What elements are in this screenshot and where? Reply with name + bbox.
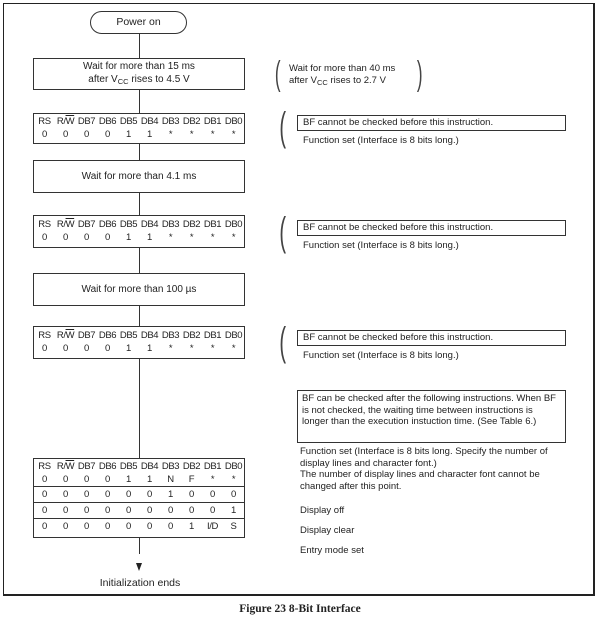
value-row: 0 0 0 0 1 1 * * * * <box>42 232 236 243</box>
final-function-set-note: Function set (Interface is 8 bits long. Specify the number of display lines and character font.) The number of display lines and character font cannot be changed after this point. <box>300 446 548 492</box>
left-paren-icon: ( <box>279 105 286 149</box>
header-row: RS $R/\overline{W}$ DB7 DB6 DB5 DB4 DB3 DB2 DB1 DB0 <box>38 461 243 472</box>
display-off-note: Display off <box>300 505 345 516</box>
arrow-down-icon <box>136 563 142 571</box>
instruction-table-1 <box>34 115 244 141</box>
function-set-note-2: Function set (Interface is 8 bits long.) <box>303 240 459 251</box>
left-paren-icon: ( <box>279 210 286 254</box>
entry-mode-set-note: Entry mode set <box>300 545 364 556</box>
bf-can-note: BF can be checked after the following instructions. When BF is not checked, the waiting time between instructions is longer than the execution instuction time. (See Table 6.) <box>297 390 566 443</box>
wait-15ms-line1: Wait for more than 15 ms <box>83 61 195 72</box>
entry-mode-set-row: 0 0 0 0 0 0 0 1 I/D S <box>34 519 244 535</box>
left-paren-icon: ( <box>279 320 286 364</box>
display-clear-row: 0 0 0 0 0 0 0 0 0 1 <box>34 503 244 519</box>
final-instruction-table <box>33 458 245 538</box>
wait-15ms-line2: after $V_{CC}$ rises to 4.5 V <box>88 74 190 86</box>
function-set-instruction-1 <box>33 113 245 144</box>
wait-40ms-note: Wait for more than 40 ms after $V_{CC}$ rises to 2.7 V <box>289 63 396 87</box>
value-row: 0 0 0 0 1 1 * * * * <box>42 343 236 354</box>
power-on-terminator: Power on <box>90 11 187 34</box>
left-paren-icon: ( <box>274 55 281 93</box>
instruction-table-2 <box>34 218 244 244</box>
bf-cannot-note-2: BF cannot be checked before this instruction. <box>297 220 566 236</box>
wait-15ms-box <box>33 58 245 90</box>
right-paren-icon: ) <box>416 55 423 93</box>
function-set-note-1: Function set (Interface is 8 bits long.) <box>303 135 459 146</box>
bf-cannot-note-3: BF cannot be checked before this instruction. <box>297 330 566 346</box>
value-row: 0 0 0 0 1 1 * * * * <box>42 129 236 140</box>
function-set-row: 0 0 0 0 1 1 N F * * <box>42 474 236 485</box>
instruction-table-3 <box>34 329 244 355</box>
function-set-instruction-2 <box>33 215 245 248</box>
wait-4-1ms-box: Wait for more than 4.1 ms <box>33 160 245 193</box>
display-clear-note: Display clear <box>300 525 355 536</box>
function-set-instruction-3 <box>33 326 245 359</box>
header-row: RS $R/\overline{W}$ DB7 DB6 DB5 DB4 DB3 DB2 DB1 DB0 <box>38 330 243 341</box>
function-set-note-3: Function set (Interface is 8 bits long.) <box>303 350 459 361</box>
header-row: RS $R/\overline{W}$ DB7 DB6 DB5 DB4 DB3 DB2 DB1 DB0 <box>38 219 243 230</box>
header-row: RS $R/\overline{W}$ DB7 DB6 DB5 DB4 DB3 DB2 DB1 DB0 <box>38 116 243 127</box>
final-table <box>34 460 244 534</box>
display-off-row: 0 0 0 0 0 0 1 0 0 0 <box>34 487 244 503</box>
initialization-ends-label: Initialization ends <box>99 577 181 589</box>
figure-caption: Figure 23 8-Bit Interface <box>239 603 361 615</box>
wait-100us-box: Wait for more than 100 µs <box>33 273 245 306</box>
bf-cannot-note-1: BF cannot be checked before this instruction. <box>297 115 566 131</box>
